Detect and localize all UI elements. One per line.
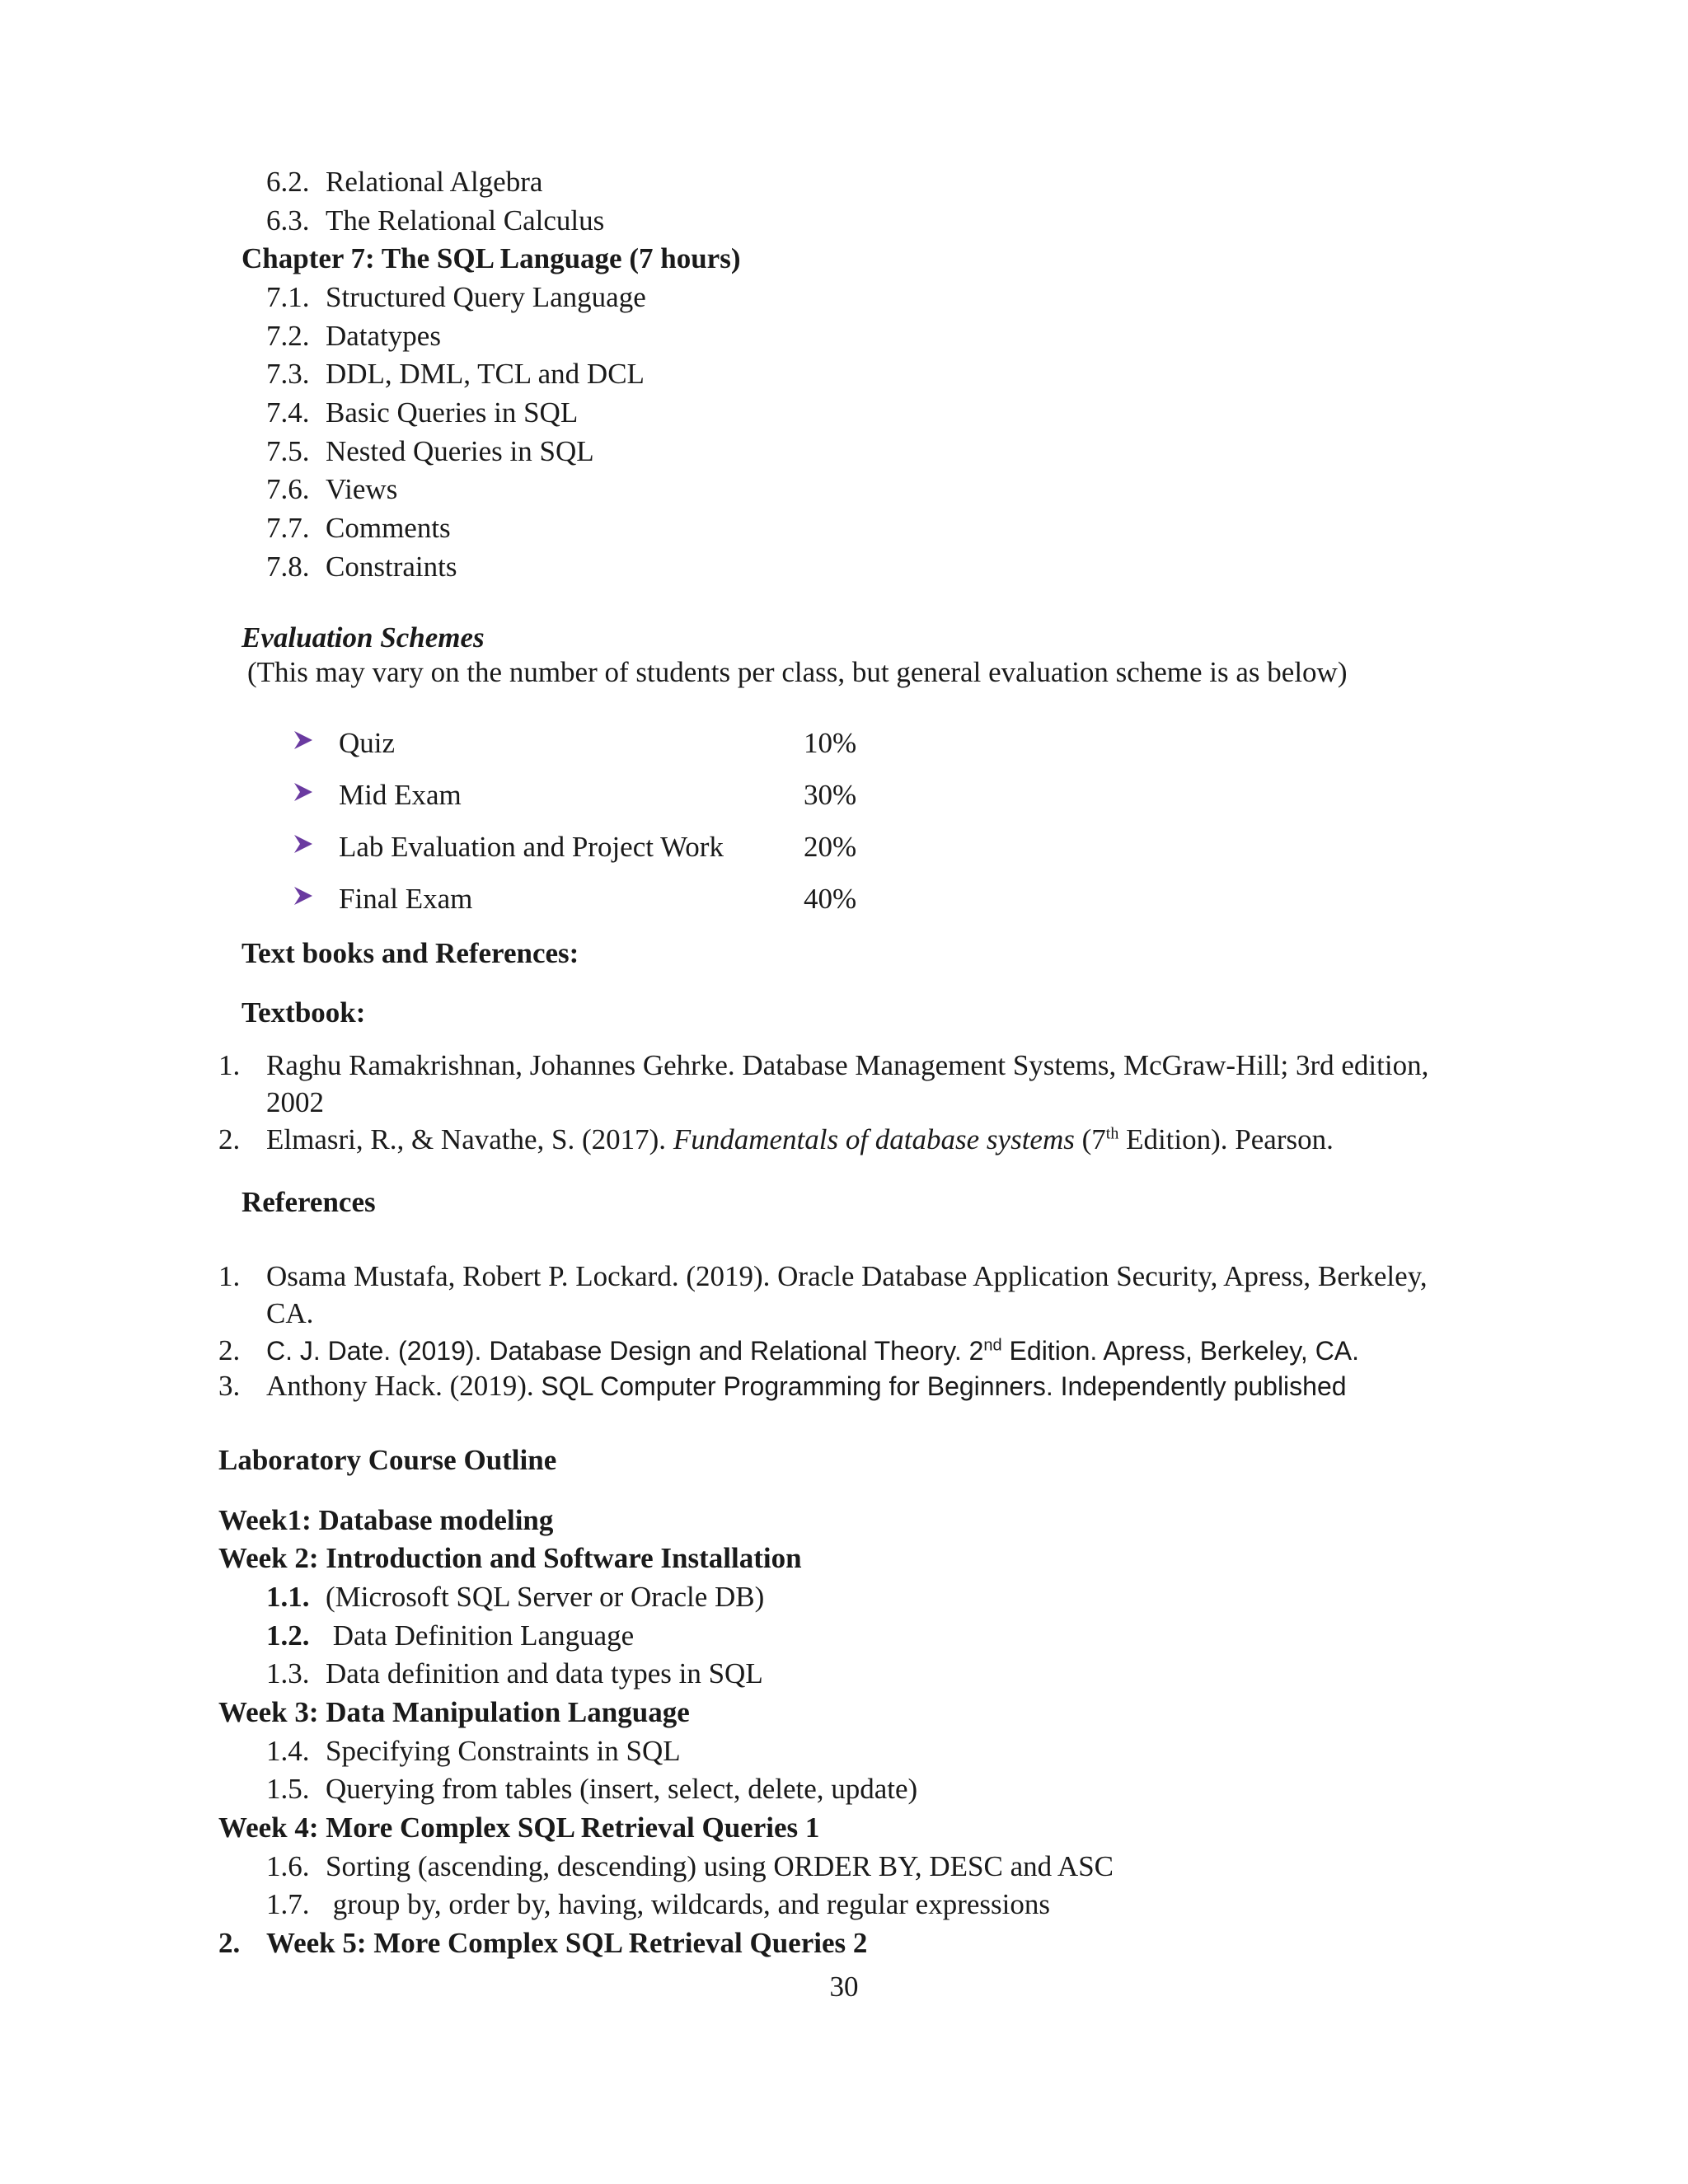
- outline-item: [266, 513, 451, 542]
- outline-item: [266, 1621, 634, 1650]
- week-title: Week 5: More Complex SQL Retrieval Queries 2: [266, 1927, 868, 1959]
- item-number: 1.1.: [266, 1581, 310, 1613]
- list-item-number: 2.: [218, 1123, 241, 1155]
- evaluation-item-label: Final Exam: [339, 883, 473, 915]
- citation-authors: Elmasri, R., & Navathe, S. (2017).: [266, 1123, 673, 1155]
- outline-item: [266, 1774, 917, 1803]
- textbooks-heading: Text books and References:: [241, 937, 579, 969]
- item-text: Views: [326, 473, 398, 505]
- item-number: 7.6.: [266, 473, 310, 505]
- list-item-number: 1.: [218, 1260, 241, 1292]
- citation-title: Fundamentals of database systems: [673, 1123, 1075, 1155]
- page-number: 30: [829, 1971, 859, 2003]
- item-text: group by, order by, having, wildcards, and regular expressions: [326, 1888, 1050, 1920]
- superscript: th: [1105, 1124, 1119, 1143]
- item-text: Sorting (ascending, descending) using ORDER BY, DESC and ASC: [326, 1850, 1114, 1882]
- outline-item: [266, 1659, 763, 1688]
- reference-author: Anthony Hack. (2019).: [266, 1370, 542, 1402]
- week-heading: Week 2: Introduction and Software Installation: [218, 1542, 802, 1574]
- item-text: The Relational Calculus: [326, 204, 605, 237]
- item-number: 2.: [218, 1927, 241, 1959]
- evaluation-note: (This may vary on the number of students per class, but general evaluation scheme is as below): [247, 656, 1348, 688]
- citation-publisher: Edition). Pearson.: [1118, 1123, 1334, 1155]
- item-text: Data Definition Language: [326, 1619, 635, 1652]
- evaluation-item-label: Quiz: [339, 727, 396, 759]
- item-number: 6.2.: [266, 166, 310, 198]
- item-text: Constraints: [326, 551, 457, 583]
- item-number: 7.4.: [266, 396, 310, 429]
- list-item-number: 3.: [218, 1370, 241, 1402]
- chapter-7-title: Chapter 7: The SQL Language (7 hours): [241, 242, 741, 274]
- reference-3: [266, 1371, 1347, 1400]
- item-number: 7.1.: [266, 281, 310, 313]
- outline-item: [266, 552, 457, 581]
- item-number: 1.7.: [266, 1888, 310, 1920]
- reference-title: SQL Computer Programming for Beginners. Independently published: [541, 1371, 1347, 1401]
- evaluation-item-value: 40%: [804, 883, 857, 915]
- arrow-bullet-icon: [293, 833, 314, 855]
- outline-item: [266, 437, 594, 466]
- item-number: 1.6.: [266, 1850, 310, 1882]
- evaluation-item-label: Lab Evaluation and Project Work: [339, 831, 724, 863]
- item-text: (Microsoft SQL Server or Oracle DB): [326, 1581, 765, 1613]
- week-heading: [218, 1929, 867, 1957]
- item-number: 1.2.: [266, 1619, 310, 1652]
- textbook-1-line-1: Raghu Ramakrishnan, Johannes Gehrke. Database Management Systems, McGraw-Hill; 3rd edition,: [266, 1049, 1429, 1081]
- evaluation-item-value: 20%: [804, 831, 857, 863]
- item-text: Relational Algebra: [326, 166, 543, 198]
- reference-2: [266, 1338, 1359, 1364]
- outline-item: [266, 167, 542, 196]
- outline-item: [266, 475, 397, 504]
- item-text: Structured Query Language: [326, 281, 646, 313]
- outline-item: [266, 321, 441, 350]
- arrow-bullet-icon: [293, 781, 314, 803]
- citation-edition: (7: [1074, 1123, 1106, 1155]
- arrow-bullet-icon: [293, 729, 314, 751]
- evaluation-item-value: 30%: [804, 779, 857, 811]
- item-text: Specifying Constraints in SQL: [326, 1735, 681, 1767]
- item-number: 7.2.: [266, 320, 310, 352]
- outline-item: [266, 398, 578, 427]
- outline-item: [266, 283, 646, 312]
- reference-text: Edition. Apress, Berkeley, CA.: [1001, 1336, 1360, 1366]
- week-heading: Week 4: More Complex SQL Retrieval Queries 1: [218, 1811, 820, 1844]
- list-item-number: 2.: [218, 1334, 241, 1366]
- list-item-number: 1.: [218, 1049, 241, 1081]
- item-number: 7.7.: [266, 512, 310, 544]
- item-number: 1.4.: [266, 1735, 310, 1767]
- item-text: Querying from tables (insert, select, delete, update): [326, 1773, 918, 1805]
- reference-1-line-1: Osama Mustafa, Robert P. Lockard. (2019). Oracle Database Application Security, Apress, Berkeley,: [266, 1260, 1428, 1292]
- references-heading: References: [241, 1186, 376, 1218]
- item-number: 1.3.: [266, 1657, 310, 1690]
- item-text: Datatypes: [326, 320, 441, 352]
- item-text: Nested Queries in SQL: [326, 435, 594, 467]
- item-text: DDL, DML, TCL and DCL: [326, 358, 645, 390]
- outline-item: [266, 1582, 764, 1611]
- textbook-subheading: Textbook:: [241, 996, 366, 1029]
- item-number: 7.5.: [266, 435, 310, 467]
- superscript: nd: [983, 1336, 1002, 1355]
- item-number: 7.8.: [266, 551, 310, 583]
- textbook-2: [266, 1125, 1334, 1154]
- item-text: Basic Queries in SQL: [326, 396, 579, 429]
- outline-item: [266, 1852, 1114, 1881]
- outline-item: [266, 1736, 681, 1765]
- evaluation-item-value: 10%: [804, 727, 857, 759]
- reference-text: C. J. Date. (2019). Database Design and Relational Theory. 2: [266, 1336, 984, 1366]
- week-heading: Week1: Database modeling: [218, 1504, 554, 1536]
- item-number: 6.3.: [266, 204, 310, 237]
- outline-item: [266, 359, 645, 388]
- lab-heading: Laboratory Course Outline: [218, 1444, 557, 1476]
- outline-item: [266, 1890, 1050, 1919]
- evaluation-title: Evaluation Schemes: [241, 621, 485, 654]
- textbook-1-line-2: 2002: [266, 1086, 324, 1118]
- reference-1-line-2: CA.: [266, 1297, 314, 1329]
- item-number: 7.3.: [266, 358, 310, 390]
- week-heading: Week 3: Data Manipulation Language: [218, 1696, 690, 1728]
- item-text: Comments: [326, 512, 451, 544]
- item-text: Data definition and data types in SQL: [326, 1657, 763, 1690]
- arrow-bullet-icon: [293, 885, 314, 907]
- item-number: 1.5.: [266, 1773, 310, 1805]
- outline-item: [266, 206, 604, 235]
- evaluation-item-label: Mid Exam: [339, 779, 462, 811]
